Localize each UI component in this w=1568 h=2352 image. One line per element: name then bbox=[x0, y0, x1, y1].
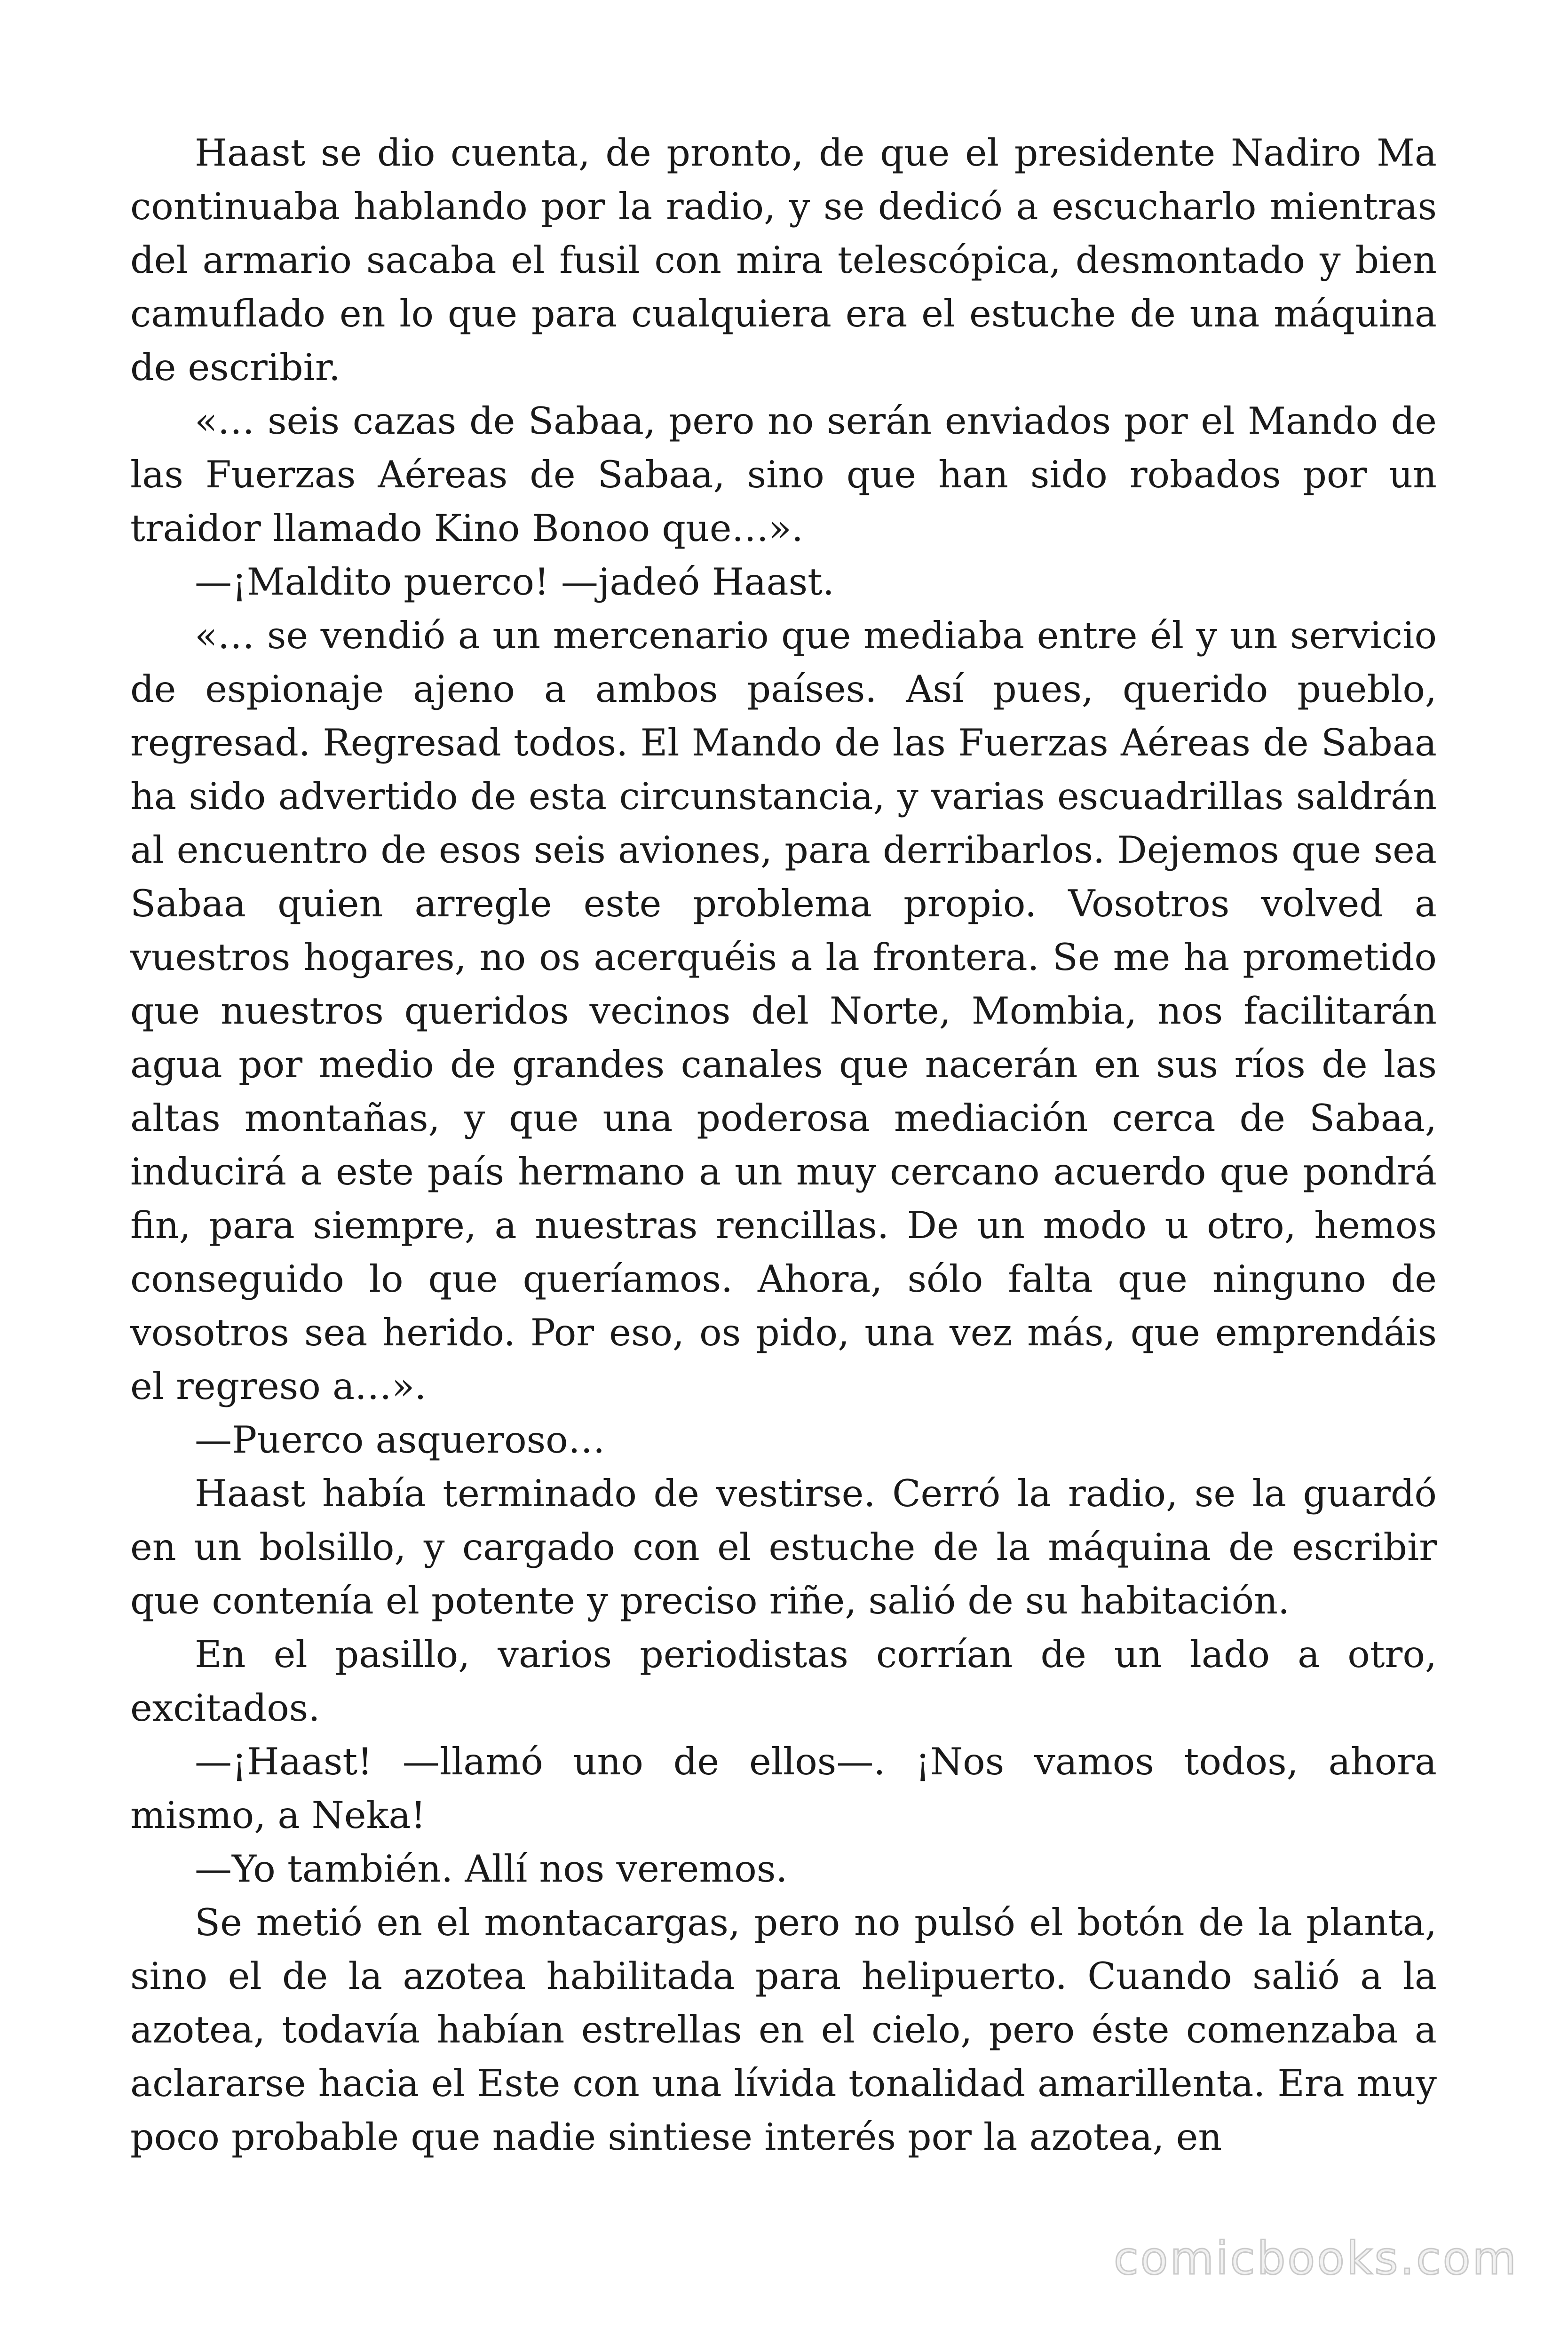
paragraph: Haast se dio cuenta, de pronto, de que el presidente Nadiro Ma continuaba hablando por la radio, y se dedicó a escucharlo mientras del armario sacaba el fusil con mira telescópica, desmontado y bien camuflado en lo que para cualquiera era el estuche de una máquina de escribir. bbox=[130, 131, 1437, 389]
paragraph: —¡Haast! —llamó uno de ellos—. ¡Nos vamos todos, ahora mismo, a Neka! bbox=[130, 1740, 1437, 1837]
body-text bbox=[130, 126, 1437, 2164]
watermark: comicbooks.com bbox=[1113, 2232, 1518, 2285]
paragraph: —Puerco asqueroso… bbox=[195, 1418, 605, 1462]
paragraph: —Yo también. Allí nos veremos. bbox=[195, 1847, 788, 1891]
paragraph: —¡Maldito puerco! —jadeó Haast. bbox=[195, 560, 834, 604]
paragraph: Haast había terminado de vestirse. Cerró la radio, se la guardó en un bolsillo, y cargado con el estuche de la máquina de escribir que contenía el potente y preciso riñe, salió de su habitación. bbox=[130, 1472, 1437, 1622]
paragraph: «… seis cazas de Sabaa, pero no serán enviados por el Mando de las Fuerzas Aéreas de Sabaa, sino que han sido robados por un traidor llamado Kino Bonoo que…». bbox=[130, 399, 1437, 550]
book-page bbox=[130, 126, 1437, 2164]
paragraph: En el pasillo, varios periodistas corrían de un lado a otro, excitados. bbox=[130, 1633, 1437, 1730]
paragraph: «… se vendió a un mercenario que mediaba entre él y un servicio de espionaje ajeno a ambos países. Así pues, querido pueblo, regresad. Regresad todos. El Mando de las Fuerzas Aéreas de Sabaa ha sido advertido de esta circunstancia, y varias escuadrillas saldrán al encuentro de esos seis aviones, para derribarlos. Dejemos que sea Sabaa quien arregle este problema propio. Vosotros volved a vuestros hogares, no os acerquéis a la frontera. Se me ha prometido que nuestros queridos vecinos del Norte, Mombia, nos facilitarán agua por medio de grandes canales que nacerán en sus ríos de las altas montañas, y que una poderosa mediación cerca de Sabaa, inducirá a este país hermano a un muy cercano acuerdo que pondrá fin, para siempre, a nuestras rencillas. De un modo u otro, hemos conseguido lo que queríamos. Ahora, sólo falta que ninguno de vosotros sea herido. Por eso, os pido, una vez más, que emprendáis el regreso a…». bbox=[130, 614, 1437, 1408]
paragraph: Se metió en el montacargas, pero no pulsó el botón de la planta, sino el de la azotea habilitada para helipuerto. Cuando salió a la azotea, todavía habían estrellas en el cielo, pero éste comenzaba a aclararse hacia el Este con una lívida tonalidad amarillenta. Era muy poco probable que nadie sintiese interés por la azotea, en bbox=[130, 1901, 1437, 2159]
